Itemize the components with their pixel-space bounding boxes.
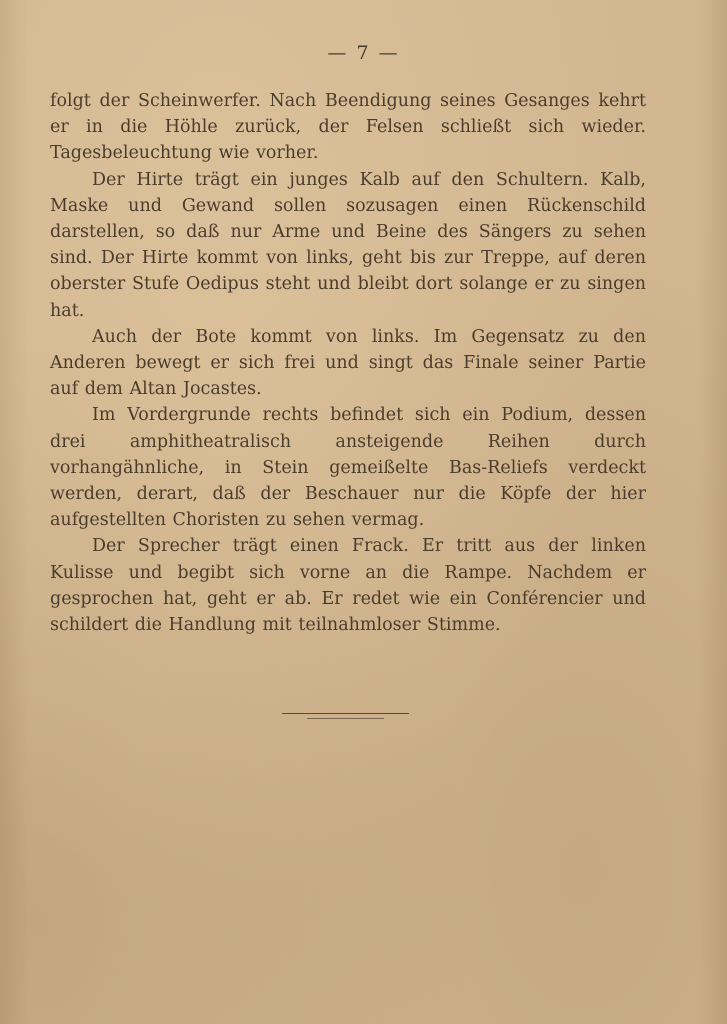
- end-rule: [282, 713, 409, 714]
- paragraph-4: Im Vordergrunde rechts befindet sich ein Podium, dessen drei amphitheatralisch ansteigende Reihen durch vorhangähnliche, in Stein gemeißelte Bas-Reliefs verdeckt werden, derart, daß der Beschauer nur die Köpfe der hier aufgestellten Choristen zu sehen vermag.: [50, 405, 646, 531]
- paragraph-3: Auch der Bote kommt von links. Im Gegensatz zu den Anderen bewegt er sich frei und singt das Finale seiner Partie auf dem Altan Jocastes.: [50, 326, 646, 400]
- paragraph-2: Der Hirte trägt ein junges Kalb auf den Schultern. Kalb, Maske und Gewand sollen sozusagen einen Rückenschild darstellen, so daß nur Arme und Beine des Sängers zu sehen sind. Der Hirte kommt von links, geht bis zur Treppe, auf deren oberster Stufe Oedipus steht und bleibt dort solange er zu singen hat.: [50, 169, 646, 321]
- body-text: [50, 88, 646, 638]
- end-rule-underline: [307, 718, 384, 719]
- paragraph-5: Der Sprecher trägt einen Frack. Er tritt aus der linken Kulisse und begibt sich vorne an die Rampe. Nachdem er gesprochen hat, geht er ab. Er redet wie ein Conférencier und schildert die Handlung mit teilnahmloser Stimme.: [50, 536, 646, 636]
- paragraph-1: folgt der Scheinwerfer. Nach Beendigung seines Gesanges kehrt er in die Höhle zurück, der Felsen schließt sich wieder. Tagesbeleuchtung wie vorher.: [50, 91, 646, 164]
- page-number: — 7 —: [327, 42, 400, 64]
